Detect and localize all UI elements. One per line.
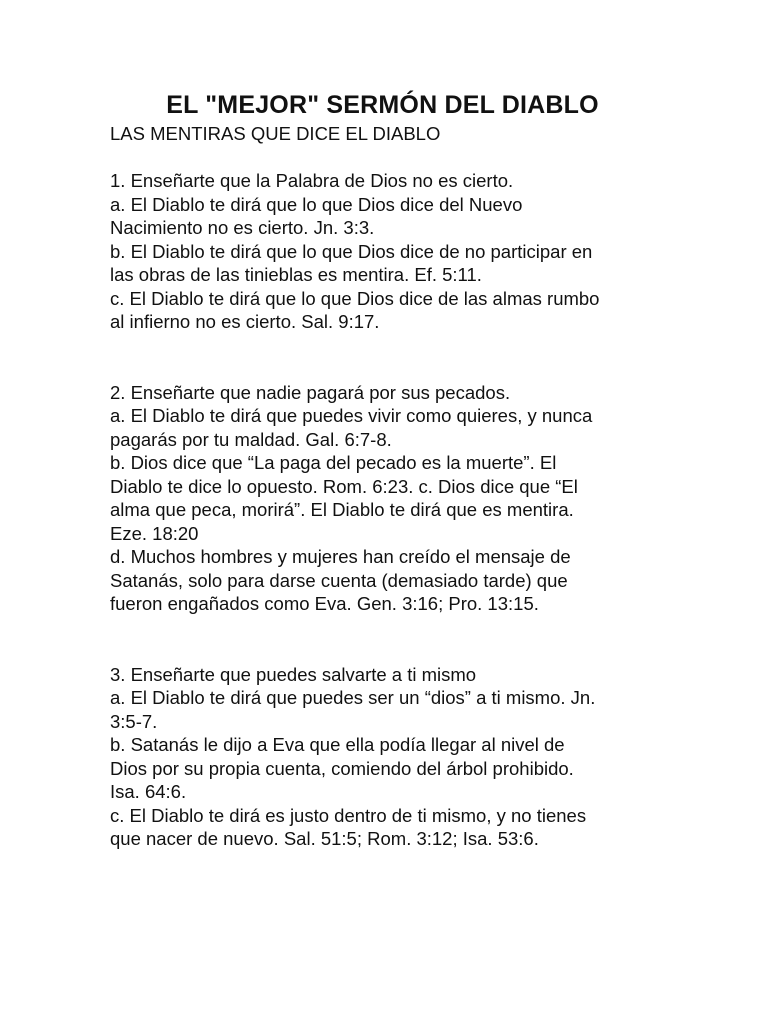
text-line: a. El Diablo te dirá que lo que Dios dice del Nuevo: [110, 193, 523, 215]
text-line: a. El Diablo te dirá que puedes ser un “dios” a ti mismo. Jn.: [110, 687, 596, 708]
text-line: alma que peca, morirá”. El Diablo te dirá que es mentira.: [110, 499, 574, 520]
text-line: c. El Diablo te dirá que lo que Dios dice de las almas rumbo: [110, 287, 600, 309]
section-1: [110, 169, 655, 334]
text-line: Dios por su propia cuenta, comiendo del árbol prohibido.: [110, 757, 574, 779]
text-line: c. El Diablo te dirá es justo dentro de ti mismo, y no tienes: [110, 804, 587, 826]
text-line: al infierno no es cierto. Sal. 9:17.: [110, 311, 380, 332]
text-line: a. El Diablo te dirá que puedes vivir como quieres, y nunca: [110, 405, 593, 426]
text-line: d. Muchos hombres y mujeres han creído el mensaje de: [110, 546, 571, 567]
section-2: [110, 381, 655, 616]
text-line: Satanás, solo para darse cuenta (demasiado tarde) que: [110, 569, 568, 591]
section-heading: 1. Enseñarte que la Palabra de Dios no es cierto.: [110, 170, 514, 191]
text-line: Diablo te dice lo opuesto. Rom. 6:23. c. Dios dice que “El: [110, 475, 578, 497]
text-line: pagarás por tu maldad. Gal. 6:7-8.: [110, 428, 392, 450]
text-line: Eze. 18:20: [110, 522, 199, 544]
text-line: las obras de las tinieblas es mentira. Ef. 5:11.: [110, 264, 482, 285]
text-line: fueron engañados como Eva. Gen. 3:16; Pro. 13:15.: [110, 593, 539, 614]
section-heading: 3. Enseñarte que puedes salvarte a ti mismo: [110, 663, 477, 685]
text-line: Nacimiento no es cierto. Jn. 3:3.: [110, 217, 375, 238]
section-3: [110, 663, 655, 851]
document-page: [110, 88, 655, 851]
text-line: b. El Diablo te dirá que lo que Dios dice de no participar en: [110, 240, 593, 262]
document-subtitle: LAS MENTIRAS QUE DICE EL DIABLO: [110, 123, 441, 144]
text-line: Isa. 64:6.: [110, 781, 187, 802]
text-line: b. Satanás le dijo a Eva que ella podía llegar al nivel de: [110, 734, 565, 755]
section-heading: 2. Enseñarte que nadie pagará por sus pecados.: [110, 381, 511, 403]
document-title: EL "MEJOR" SERMÓN DEL DIABLO: [166, 91, 599, 119]
text-line: que nacer de nuevo. Sal. 51:5; Rom. 3:12; Isa. 53:6.: [110, 828, 539, 849]
text-line: 3:5-7.: [110, 710, 158, 732]
text-line: b. Dios dice que “La paga del pecado es la muerte”. El: [110, 452, 557, 473]
